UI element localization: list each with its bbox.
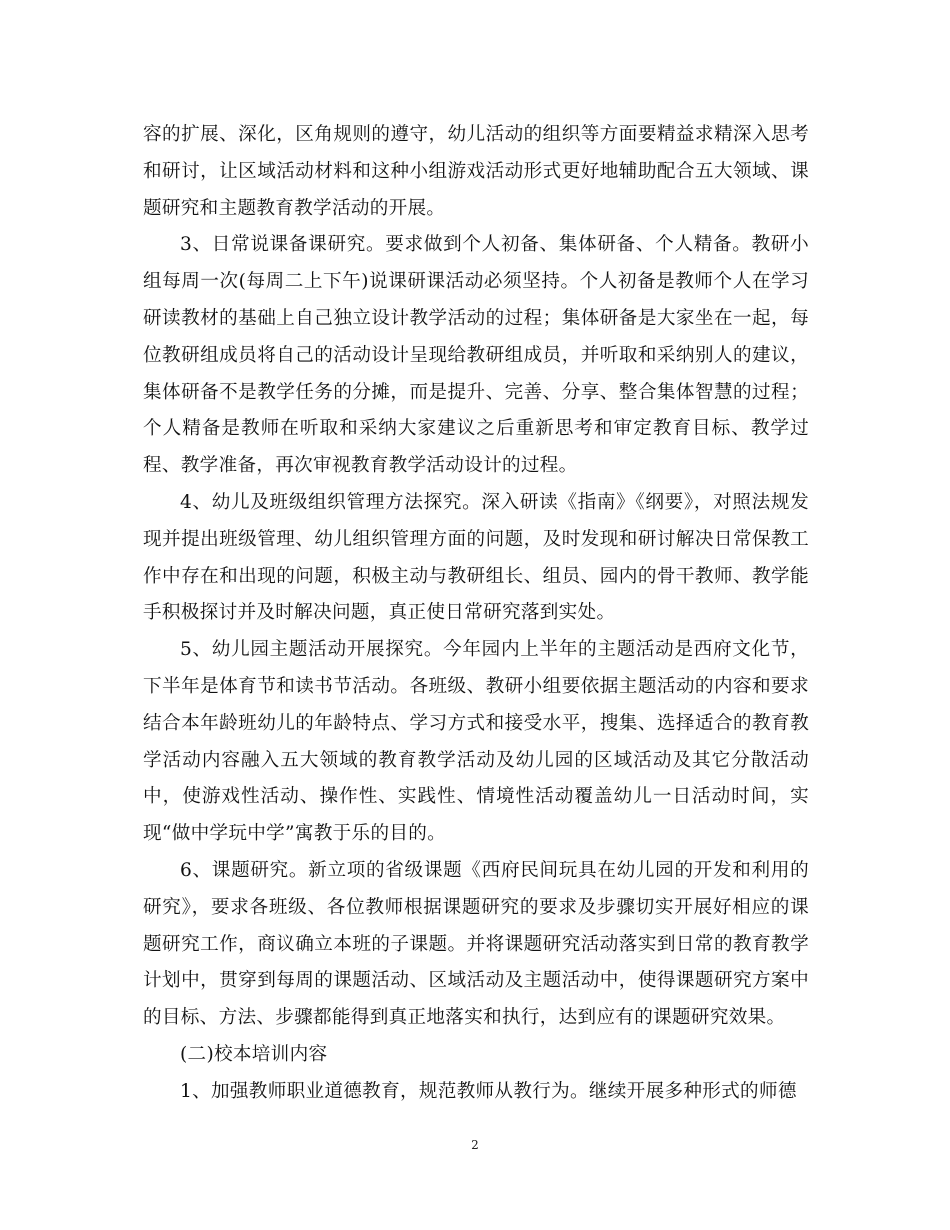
section-heading: (二)校本培训内容 — [180, 1043, 328, 1065]
page-number: 2 — [471, 1138, 479, 1152]
paragraph-item-4: 4、幼儿及班级组织管理方法探究。深入研读《指南》《纲要》，对照法规发现并提出班级管理、幼儿组织管理方面的问题，及时发现和研讨解决日常保教工作中存在和出现的问题，积极主动与教研组长、组员、园内的骨干教师、教学能手积极探讨并及时解决问题，真正使日常研究落到实处。 — [143, 491, 809, 624]
paragraph-continuation: 容的扩展、深化，区角规则的遵守，幼儿活动的组织等方面要精益求精深入思考和研讨，让区域活动材料和这种小组游戏活动形式更好地辅助配合五大领域、课题研究和主题教育教学活动的开展。 — [143, 124, 809, 219]
paragraph-item-5: 5、幼儿园主题活动开展探究。今年园内上半年的主题活动是西府文化节，下半年是体育节和读书节活动。各班级、教研小组要依据主题活动的内容和要求结合本年龄班幼儿的年龄特点、学习方式和接受水平，搜集、选择适合的教育教学活动内容融入五大领域的教育教学活动及幼儿园的区域活动及其它分散活动中，使游戏性活动、操作性、实践性、情境性活动覆盖幼儿一日活动时间，实现“做中学玩中学”寓教于乐的目的。 — [143, 639, 809, 845]
document-body — [143, 117, 809, 1111]
paragraph-item-3: 3、日常说课备课研究。要求做到个人初备、集体研备、个人精备。教研小组每周一次(每周二上下午)说课研课活动必须坚持。个人初备是教师个人在学习研读教材的基础上自己独立设计教学活动的过程；集体研备是大家坐在一起，每位教研组成员将自己的活动设计呈现给教研组成员，并听取和采纳别人的建议，集体研备不是教学任务的分摊，而是提升、完善、分享、整合集体智慧的过程；个人精备是教师在听取和采纳大家建议之后重新思考和审定教育目标、教学过程、教学准备，再次审视教育教学活动设计的过程。 — [143, 234, 809, 477]
paragraph-item-1: 1、加强教师职业道德教育，规范教师从教行为。继续开展多种形式的师德 — [180, 1080, 797, 1102]
paragraph-item-6: 6、课题研究。新立项的省级课题《西府民间玩具在幼儿园的开发和利用的研究》，要求各班级、各位教师根据课题研究的要求及步骤切实开展好相应的课题研究工作，商议确立本班的子课题。并将课题研究活动落实到日常的教育教学计划中，贯穿到每周的课题活动、区域活动及主题活动中，使得课题研究方案中的目标、方法、步骤都能得到真正地落实和执行，达到应有的课题研究效果。 — [143, 859, 809, 1029]
